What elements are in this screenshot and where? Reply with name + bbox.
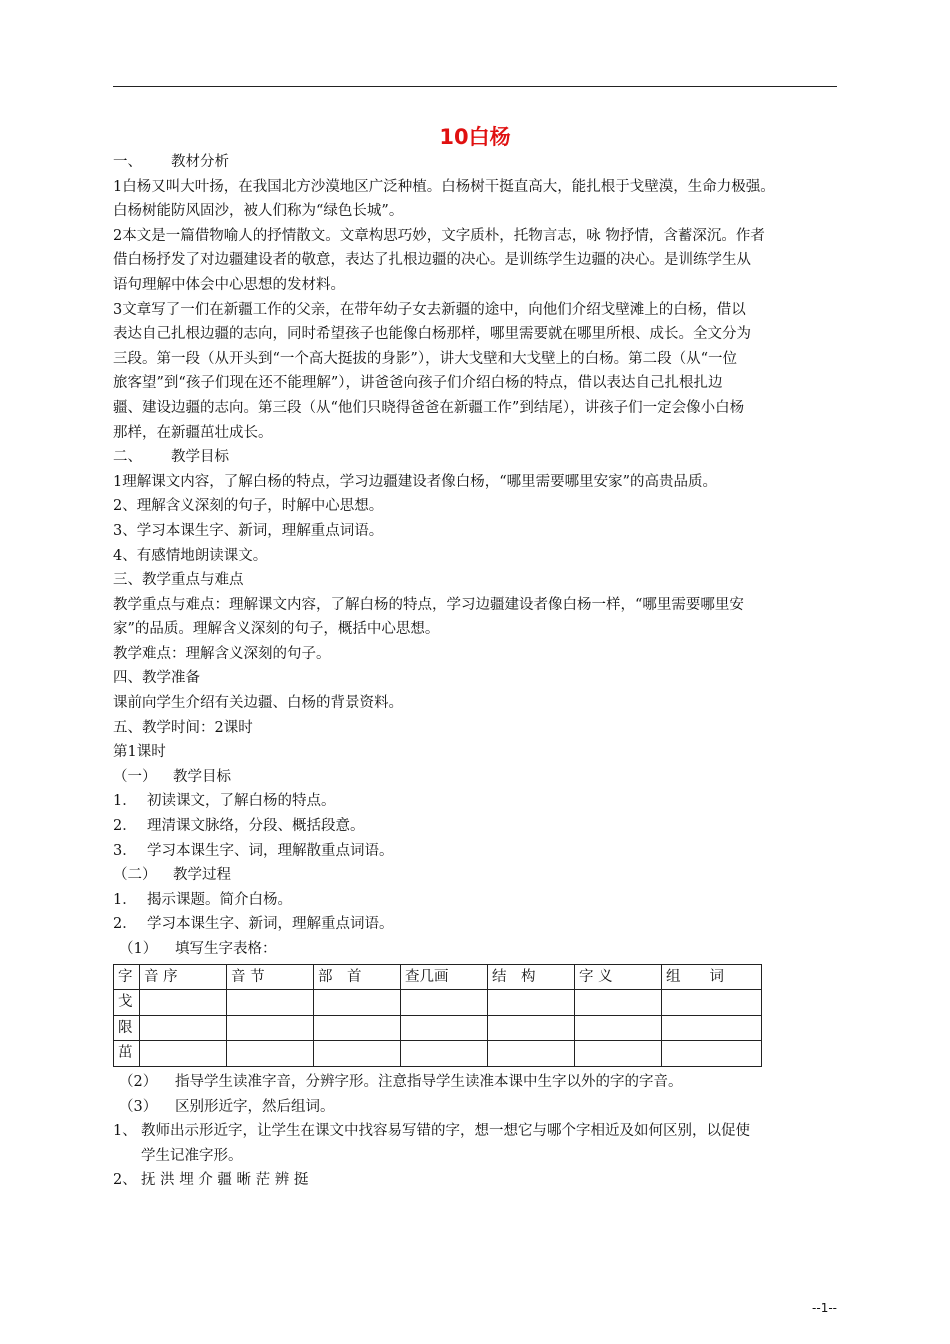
table-cell: [227, 990, 314, 1016]
section-heading: 三、教学重点与难点: [113, 572, 244, 589]
list-item: 2． 理清课文脉络，分段、概括段意。: [113, 818, 365, 835]
table-row: [114, 1015, 762, 1041]
sub-item: （2） 指导学生读准字音，分辨字形。注意指导学生读准本课中生字以外的字的字音。: [119, 1073, 683, 1090]
table-cell: [575, 1041, 662, 1067]
list-item: 4、有感情地朗读课文。: [113, 547, 268, 564]
table-header-cell: 结 构: [488, 964, 575, 990]
list-item: 2、理解含义深刻的句子，时解中心思想。: [113, 498, 384, 515]
table-header-cell: 音 节: [227, 964, 314, 990]
character-table: [113, 964, 762, 1067]
section-heading: 四、教学准备: [113, 670, 200, 687]
table-cell: [575, 990, 662, 1016]
table-cell: [227, 1041, 314, 1067]
list-item: 3． 学习本课生字、词，理解散重点词语。: [113, 842, 394, 859]
paragraph-line: 2本文是一篇借物喻人的抒情散文。文章构思巧妙，文字质朴，托物言志，咏 物抒情，含蓄深沉。作者: [113, 227, 765, 244]
page-title: 10白杨: [439, 125, 511, 149]
document-body: [113, 150, 843, 1193]
table-cell: [140, 1041, 227, 1067]
table-cell-char: 戈: [114, 990, 140, 1016]
sub-item: （1） 填写生字表格：: [119, 941, 277, 957]
paragraph-line: 教学难点：理解含义深刻的句子。: [113, 645, 331, 662]
paragraph-line: 旅客望”到“孩子们现在还不能理解”），讲爸爸向孩子们介绍白杨的特点，借以表达自己扎根扎边: [113, 375, 723, 392]
paragraph-line: 白杨树能防风固沙，被人们称为“绿色长城”。: [113, 203, 404, 220]
paragraph-line: 1白杨又叫大叶扬，在我国北方沙漠地区广泛种植。白杨树干挺直高大，能扎根于戈壁漠，生命力极强。: [113, 178, 775, 195]
paragraph-line: 课前向学生介绍有关边疆、白杨的背景资料。: [113, 695, 403, 712]
table-cell: [488, 1041, 575, 1067]
table-row: [114, 990, 762, 1016]
list-item: 2、 抚 洪 埋 介 疆 晰 茫 辨 挺: [113, 1172, 309, 1189]
table-header-cell: 组 词: [662, 964, 762, 990]
table-cell: [662, 1015, 762, 1041]
table-header-cell: 查几画: [401, 964, 488, 990]
paragraph-line: 借白杨抒发了对边疆建设者的敬意，表达了扎根边疆的决心。是训练学生边疆的决心。是训练学生从: [113, 252, 751, 269]
subsection-heading: （一） 教学目标: [113, 768, 231, 785]
table-cell: [662, 990, 762, 1016]
list-item: 1、 教师出示形近字，让学生在课文中找容易写错的字，想一想它与哪个字相近及如何区别，以促使: [113, 1123, 750, 1140]
subsection-heading: （二） 教学过程: [113, 867, 231, 884]
table-header-cell: 部 首: [314, 964, 401, 990]
paragraph-line: 表达自己扎根边疆的志向，同时希望孩子也能像白杨那样，哪里需要就在哪里所根、成长。全文分为: [113, 326, 751, 343]
table-cell: [140, 990, 227, 1016]
paragraph-line: 家”的品质。理解含义深刻的句子，概括中心思想。: [113, 621, 440, 638]
table-header-cell: 字 义: [575, 964, 662, 990]
list-item: 1． 揭示课题。简介白杨。: [113, 891, 292, 908]
table-cell: [314, 990, 401, 1016]
paragraph-line: 教学重点与难点：理解课文内容，了解白杨的特点，学习边疆建设者像白杨一样，“哪里需要哪里安: [113, 596, 744, 613]
paragraph-line: 语句理解中体会中心思想的发材料。: [113, 276, 345, 293]
table-cell: [488, 990, 575, 1016]
sub-item: （3） 区别形近字，然后组词。: [119, 1098, 335, 1115]
table-cell: [401, 1015, 488, 1041]
list-item: 3、学习本课生字、新词，理解重点词语。: [113, 522, 384, 539]
paragraph-line: 三段。第一段（从开头到“一个高大挺拔的身影”），讲大戈壁和大戈壁上的白杨。第二段（从“一位: [113, 350, 737, 367]
table-cell: [314, 1015, 401, 1041]
table-cell: [227, 1015, 314, 1041]
table-cell-char: 茁: [114, 1041, 140, 1067]
list-item: 2． 学习本课生字、新词，理解重点词语。: [113, 916, 394, 933]
table-header-cell: 音 序: [140, 964, 227, 990]
section-heading: 五、教学时间：2课时: [113, 719, 253, 736]
header-rule: [113, 86, 837, 87]
table-header-cell: 字: [114, 964, 140, 990]
table-row: [114, 1041, 762, 1067]
paragraph-line: 疆、建设边疆的志向。第三段（从“他们只晓得爸爸在新疆工作”到结尾），讲孩子们一定会像小白杨: [113, 399, 745, 416]
table-cell: [401, 990, 488, 1016]
table-cell: [314, 1041, 401, 1067]
table-cell: [575, 1015, 662, 1041]
list-item: 1． 初读课文，了解白杨的特点。: [113, 793, 336, 810]
table-cell: [662, 1041, 762, 1067]
paragraph-line: 3文章写了一们在新疆工作的父亲，在带年幼子女去新疆的途中，向他们介绍戈壁滩上的白杨，借以: [113, 301, 746, 318]
table-cell: [140, 1015, 227, 1041]
page-number: --1--: [812, 1301, 837, 1315]
table-cell: [401, 1041, 488, 1067]
paragraph-line: 那样，在新疆茁壮成长。: [113, 424, 273, 441]
table-header-row: [114, 964, 762, 990]
list-item-continuation: 学生记准字形。: [141, 1147, 243, 1164]
table-cell-char: 限: [114, 1015, 140, 1041]
list-item: 1理解课文内容，了解白杨的特点，学习边疆建设者像白杨，“哪里需要哪里安家”的高贵品质。: [113, 473, 718, 490]
section-heading: 二、 教学目标: [113, 449, 229, 466]
section-heading: 一、 教材分析: [113, 154, 229, 170]
table-cell: [488, 1015, 575, 1041]
lesson-heading: 第1课时: [113, 744, 166, 761]
